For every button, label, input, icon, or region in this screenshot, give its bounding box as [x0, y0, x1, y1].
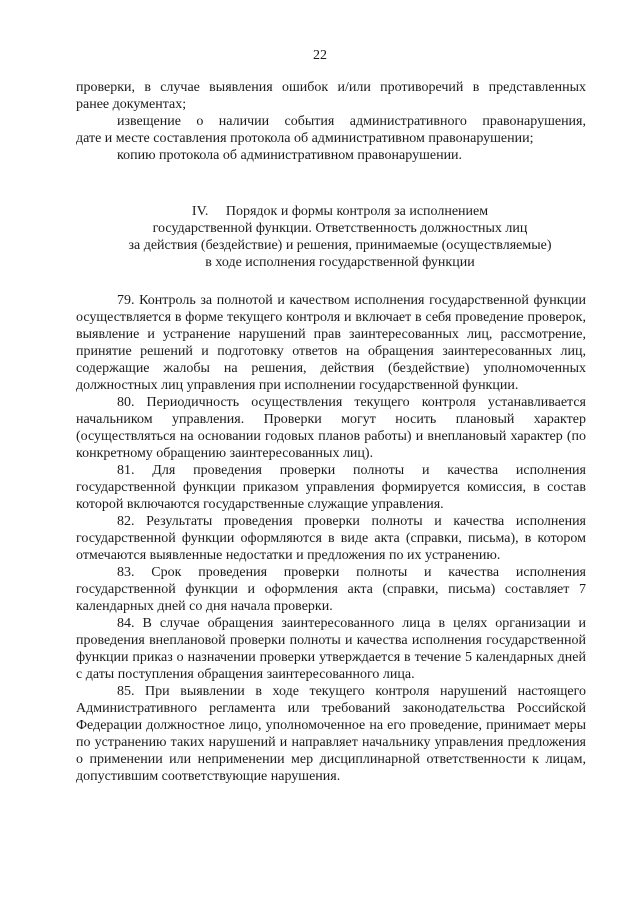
- top-continuation: [76, 79, 586, 164]
- paragraph-80: 80. Периодичность осуществления текущего контроля устанавливается начальником управления. Проверки могут носить плановый характер (осуществляться на основании годовых планов работы) и внеплановый характер (по конкретному обращению заинтересованных лиц).: [76, 395, 586, 461]
- list-item-notice: извещение о наличии события административного правонарушения,: [117, 114, 586, 129]
- continuation-line: проверки, в случае выявления ошибок и/или противоречий в представленных: [76, 80, 586, 95]
- list-item-notice-cont: дате и месте составления протокола об административном правонарушении;: [76, 131, 534, 146]
- paragraph-81: 81. Для проведения проверки полноты и качества исполнения государственной функции приказом управления формируется комиссия, в состав которой включаются государственные служащие управления.: [76, 463, 586, 512]
- section-heading-line: государственной функции. Ответственность должностных лиц: [152, 221, 528, 236]
- section-body: [76, 292, 586, 785]
- continuation-line-end: ранее документах;: [76, 97, 187, 112]
- paragraph-82: 82. Результаты проведения проверки полноты и качества исполнения государственной функции оформляются в виде акта (справки, письма), в котором отмечаются выявленные недостатки и предложения по их устранению.: [76, 514, 586, 563]
- paragraph-83: 83. Срок проведения проверки полноты и качества исполнения государственной функции и оформления акта (справки, письма) составляет 7 календарных дней со дня начала проверки.: [76, 565, 586, 614]
- section-heading-line: IV. Порядок и формы контроля за исполнением: [191, 204, 489, 219]
- paragraph-79: 79. Контроль за полнотой и качеством исполнения государственной функции осуществляется в форме текущего контроля и включает в себя проведение проверок, выявление и устранение нарушений прав заинтересованных лиц, рассмотрение, принятие решений и подготовку ответов на обращения заинтересованных лиц, содержащие жалобы на решения, действия (бездействие) уполномоченных должностных лиц управления при исполнении государственной функции.: [76, 293, 586, 393]
- section-heading-line: за действия (бездействие) и решения, принимаемые (осуществляемые): [128, 238, 552, 253]
- paragraph-84: 84. В случае обращения заинтересованного лица в целях организации и проведения внеплановой проверки полноты и качества исполнения государственной функции приказ о назначении проверки утверждается в течение 5 календарных дней с даты поступления обращения заинтересованного лица.: [76, 616, 586, 682]
- section-heading: [60, 203, 620, 271]
- paragraph-85: 85. При выявлении в ходе текущего контроля нарушений настоящего Административного регламента или требований законодательства Российской Федерации должностное лицо, уполномоченное на его проведение, принимает меры по устранению таких нарушений и направляет начальнику управления предложения о применении или неприменении мер дисциплинарной ответственности к лицам, допустившим соответствующие нарушения.: [76, 684, 586, 784]
- section-heading-line: в ходе исполнения государственной функции: [205, 255, 475, 270]
- page-number: 22: [313, 48, 327, 63]
- list-item-protocol-copy: копию протокола об административном правонарушении.: [117, 148, 463, 163]
